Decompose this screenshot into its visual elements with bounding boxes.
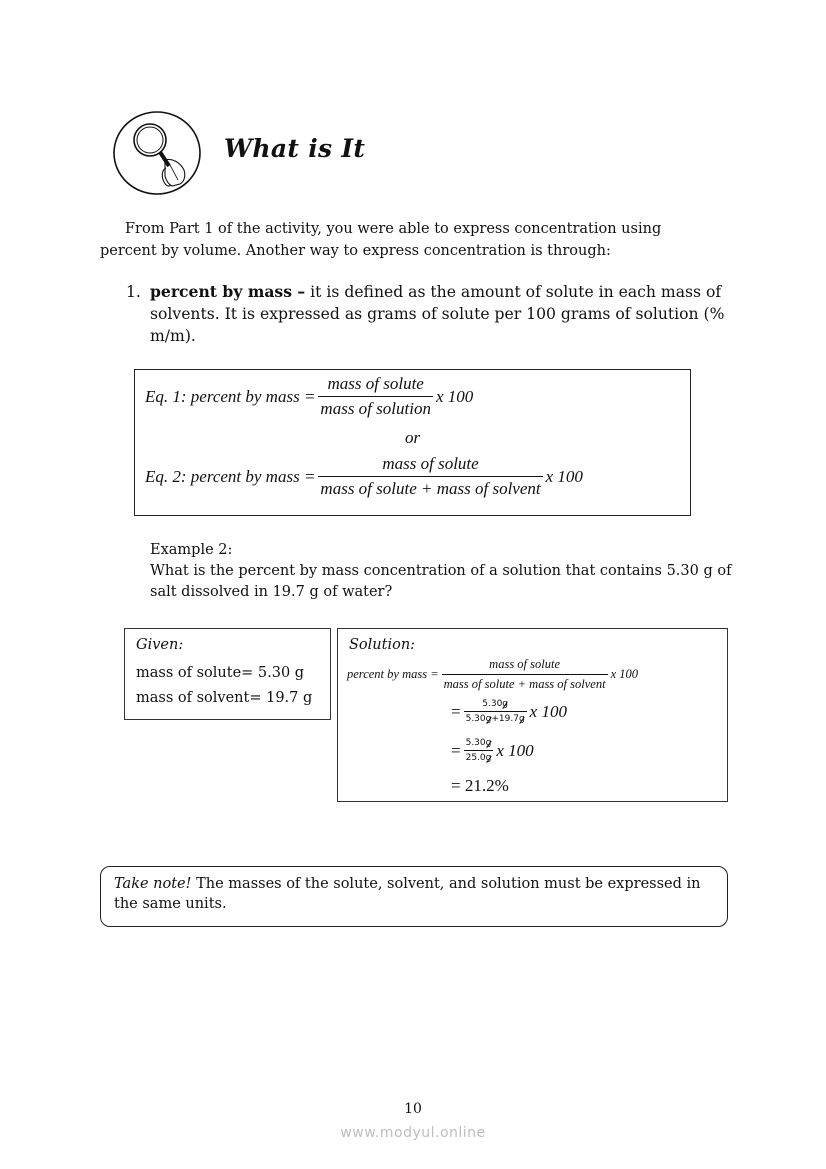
step2-fraction (464, 738, 494, 763)
formula-label: percent by mass = (347, 667, 439, 681)
eq2-multiplier: x 100 (545, 466, 583, 486)
eq2-numerator: mass of solute (382, 454, 479, 473)
cancelled-unit: g (485, 714, 492, 724)
solution-step-2 (451, 738, 534, 763)
cancelled-unit: g (485, 753, 492, 763)
given-line-solvent: mass of solvent= 19.7 g (136, 690, 313, 706)
solution-step-1 (451, 699, 567, 724)
note-lead: Take note! (114, 876, 192, 892)
eq1-denominator: mass of solution (318, 396, 433, 419)
cancelled-unit: g (485, 738, 492, 748)
formula-multiplier: x 100 (610, 667, 638, 681)
example-question: What is the percent by mass concentration of a solution that contains 5.30 g of salt dissolved in 19.7 g of water? (150, 563, 732, 600)
given-box (124, 628, 331, 720)
section-title: What is It (224, 134, 366, 163)
watermark: www.modyul.online (340, 1125, 486, 1141)
definition: it is defined as the amount of solute in each mass of solvents. It is expressed as grams of solute per 100 grams of solution (% m/m). (150, 283, 725, 346)
example-heading: Example 2: (150, 542, 233, 558)
cancelled-unit: g (518, 714, 525, 724)
intro-paragraph (100, 219, 700, 262)
formula-fraction (442, 657, 608, 692)
equation-box (134, 369, 691, 516)
take-note-box (100, 866, 728, 927)
list-item-percent-by-mass (126, 281, 731, 348)
equation-2 (145, 454, 583, 499)
step1-fraction (464, 699, 527, 724)
term: percent by mass – (150, 282, 306, 301)
formula-numerator: mass of solute (489, 657, 561, 671)
eq1-label: Eq. 1: percent by mass = (145, 386, 316, 406)
example-block (150, 540, 740, 603)
solution-box (337, 628, 728, 802)
step1-denominator: 5.30g+19.7g (464, 711, 527, 724)
step2-equals: = (451, 740, 461, 760)
eq1-fraction (318, 374, 433, 419)
eq2-label: Eq. 2: percent by mass = (145, 466, 316, 486)
equation-1 (145, 374, 473, 419)
step1-equals: = (451, 701, 461, 721)
eq1-numerator: mass of solute (327, 374, 424, 393)
list-number: 1. (126, 283, 141, 301)
formula-denominator: mass of solute + mass of solvent (442, 674, 608, 692)
eq2-fraction (318, 454, 542, 499)
step1-numerator: 5.30g (482, 699, 509, 709)
magnifying-glass-icon (112, 110, 202, 196)
given-line-solute: mass of solute= 5.30 g (136, 665, 305, 681)
given-heading: Given: (136, 637, 184, 653)
step1-multiplier: x 100 (529, 701, 567, 721)
step2-multiplier: x 100 (496, 740, 534, 760)
solution-heading: Solution: (349, 637, 416, 653)
step2-denominator: 25.0g (464, 750, 494, 763)
solution-formula (347, 657, 638, 692)
cancelled-unit: g (502, 699, 509, 709)
intro-line-1: From Part 1 of the activity, you were able to express concentration using (125, 221, 662, 237)
or-text: or (405, 428, 421, 447)
eq1-multiplier: x 100 (435, 386, 474, 406)
page-number: 10 (404, 1101, 422, 1117)
intro-line-2: percent by volume. Another way to express concentration is through: (100, 242, 611, 259)
eq2-denominator: mass of solute + mass of solvent (318, 476, 542, 499)
note-text: The masses of the solute, solvent, and solution must be expressed in the same units. (114, 876, 701, 912)
solution-result: = 21.2% (451, 776, 509, 795)
step2-numerator: 5.30g (465, 738, 492, 748)
